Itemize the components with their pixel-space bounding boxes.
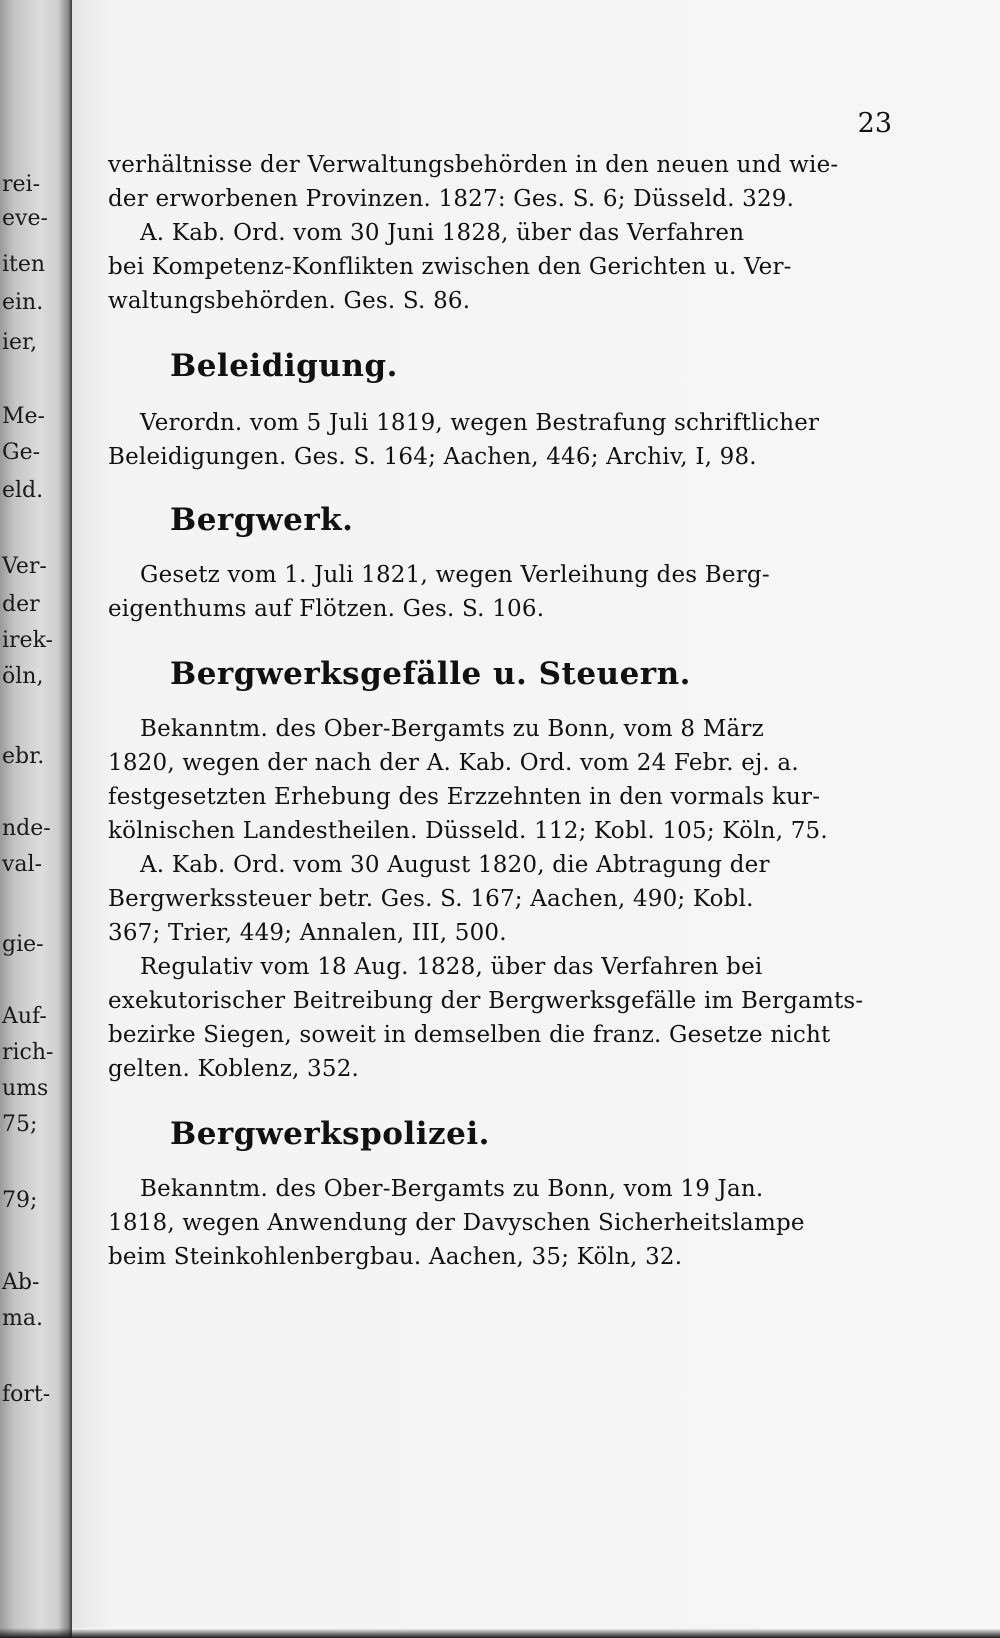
gutter-fragment: 79; <box>2 1188 38 1213</box>
text-line: Regulativ vom 18 Aug. 1828, über das Verfahren bei <box>140 954 763 980</box>
text-line: der erworbenen Provinzen. 1827: Ges. S. 6; Düsseld. 329. <box>108 186 795 212</box>
text-line: festgesetzten Erhebung des Erzzehnten in den vormals kur- <box>108 784 821 810</box>
text-line: bezirke Siegen, soweit in demselben die franz. Gesetze nicht <box>108 1022 831 1048</box>
text-line: bei Kompetenz-Konflikten zwischen den Gerichten u. Ver- <box>108 254 792 280</box>
gutter-fragment: öln, <box>2 664 44 689</box>
text-line: 367; Trier, 449; Annalen, III, 500. <box>108 920 507 946</box>
gutter-fragment: ums <box>2 1076 49 1101</box>
gutter-fragment: eld. <box>2 478 44 503</box>
gutter-fragment: irek- <box>2 628 53 653</box>
section-heading-bergwerksgefaelle: Bergwerksgefälle u. Steuern. <box>170 656 691 692</box>
gutter-fragment: iten <box>2 252 46 277</box>
page-number: 23 <box>857 108 892 139</box>
gutter-fragment: rei- <box>2 172 41 197</box>
gutter-fragment: 75; <box>2 1112 38 1137</box>
text-line: gelten. Koblenz, 352. <box>108 1056 360 1082</box>
book-page <box>72 0 1000 1628</box>
gutter-fragment: nde- <box>2 816 51 841</box>
gutter-fragment: ebr. <box>2 744 45 769</box>
text-line: 1820, wegen der nach der A. Kab. Ord. vom 24 Febr. ej. a. <box>108 750 799 776</box>
text-line: Bekanntm. des Ober-Bergamts zu Bonn, vom 8 März <box>140 716 764 742</box>
gutter-fragment: Me- <box>2 404 45 429</box>
text-line: Verordn. vom 5 Juli 1819, wegen Bestrafung schriftlicher <box>140 410 820 436</box>
section-body-beleidigung <box>108 406 868 474</box>
text-line: Bekanntm. des Ober-Bergamts zu Bonn, vom 19 Jan. <box>140 1176 764 1202</box>
section-heading-beleidigung: Beleidigung. <box>170 348 398 384</box>
gutter-fragment: ier, <box>2 330 38 355</box>
gutter-fragment: Ab- <box>2 1270 40 1295</box>
intro-paragraph <box>108 148 868 318</box>
gutter-fragment: val- <box>2 852 43 877</box>
gutter-fragment: Ge- <box>2 440 41 465</box>
gutter-fragment: ma. <box>2 1306 43 1331</box>
gutter-fragment: Ver- <box>2 554 47 579</box>
text-line: verhältnisse der Verwaltungsbehörden in den neuen und wie- <box>108 152 839 178</box>
text-line: Gesetz vom 1. Juli 1821, wegen Verleihung des Berg- <box>140 562 770 588</box>
page-content <box>108 148 868 1274</box>
text-line: beim Steinkohlenbergbau. Aachen, 35; Köln, 32. <box>108 1244 683 1270</box>
gutter-fragments <box>0 0 72 1638</box>
gutter-fragment: Auf- <box>2 1004 47 1029</box>
text-line: 1818, wegen Anwendung der Davyschen Sicherheitslampe <box>108 1210 805 1236</box>
gutter-fragment: eve- <box>2 206 48 231</box>
section-body-bergwerkspolizei <box>108 1172 868 1274</box>
section-heading-bergwerkspolizei: Bergwerkspolizei. <box>170 1116 490 1152</box>
section-heading-bergwerk: Bergwerk. <box>170 502 354 538</box>
text-line: eigenthums auf Flötzen. Ges. S. 106. <box>108 596 545 622</box>
gutter-fragment: der <box>2 592 40 617</box>
gutter-fragment: fort- <box>2 1382 51 1407</box>
gutter-fragment: ein. <box>2 290 44 315</box>
text-line: kölnischen Landestheilen. Düsseld. 112; Kobl. 105; Köln, 75. <box>108 818 828 844</box>
gutter-fragment: rich- <box>2 1040 54 1065</box>
previous-page-gutter <box>0 0 72 1638</box>
text-line: A. Kab. Ord. vom 30 Juni 1828, über das Verfahren <box>140 220 745 246</box>
text-line: Bergwerkssteuer betr. Ges. S. 167; Aachen, 490; Kobl. <box>108 886 754 912</box>
bottom-edge-shadow <box>0 1628 1000 1638</box>
text-line: Beleidigungen. Ges. S. 164; Aachen, 446; Archiv, I, 98. <box>108 444 757 470</box>
section-body-bergwerk <box>108 558 868 626</box>
section-body-bergwerksgefaelle <box>108 712 868 1086</box>
text-line: A. Kab. Ord. vom 30 August 1820, die Abtragung der <box>140 852 770 878</box>
gutter-fragment: gie- <box>2 932 44 957</box>
text-line: exekutorischer Beitreibung der Bergwerksgefälle im Bergamts- <box>108 988 864 1014</box>
text-line: waltungsbehörden. Ges. S. 86. <box>108 288 471 314</box>
